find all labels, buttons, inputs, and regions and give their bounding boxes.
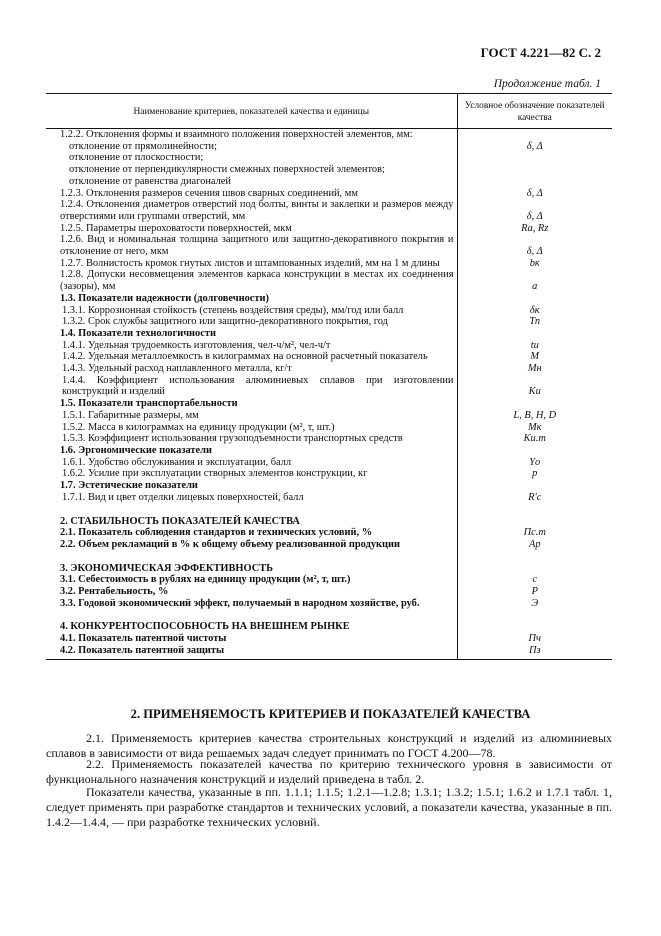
- indicator-symbol: δ, Δ: [457, 234, 612, 257]
- indicator-name: 1.5.2. Масса в килограммах на единицу продукции (м², т, шт.): [62, 421, 335, 433]
- indicator-name: 3.2. Рентабельность, %: [60, 586, 169, 598]
- indicator-symbol: [457, 328, 612, 340]
- indicator-symbol: R'с: [457, 492, 612, 504]
- indicator-symbol: [457, 551, 612, 575]
- section-title: 2. ПРИМЕНЯЕМОСТЬ КРИТЕРИЕВ И ПОКАЗАТЕЛЕЙ КАЧЕСТВА: [130, 707, 531, 721]
- table-row: [46, 328, 612, 340]
- table-row: [46, 340, 612, 352]
- table-row: [46, 363, 612, 375]
- table-row: [46, 269, 612, 292]
- table-row: [46, 504, 612, 528]
- indicator-name: 3.3. Годовой экономический эффект, получаемый в народном хозяйстве, руб.: [60, 597, 420, 609]
- table-row: [46, 316, 612, 328]
- table-continuation-label: Продолжение табл. 1: [493, 78, 601, 90]
- indicator-symbol: Mн: [457, 363, 612, 375]
- indicator-symbol: [457, 293, 612, 305]
- indicator-name: отклонение от перпендикулярности смежных поверхностей элементов;: [69, 164, 385, 176]
- table-row: [46, 586, 612, 598]
- indicator-name: 1.7. Эстетические показатели: [60, 480, 198, 492]
- indicator-name: 1.5.3. Коэффициент использования грузоподъемности транспортных средств: [62, 433, 403, 445]
- indicator-symbol: Пс.т: [457, 527, 612, 539]
- indicator-name: 4.1. Показатель патентной чистоты: [60, 633, 227, 645]
- indicator-name: 1.3.2. Срок службы защитного или защитно-декоративного покрытия, год: [62, 316, 388, 328]
- indicator-symbol: [457, 609, 612, 633]
- indicator-symbol: [457, 445, 612, 457]
- indicator-symbol: Kи: [457, 375, 612, 398]
- table-row: [46, 234, 612, 257]
- indicator-name: 1.2.5. Параметры шероховатости поверхностей, мкм: [60, 222, 292, 234]
- indicator-name: 4.2. Показатель патентной защиты: [46, 645, 457, 659]
- indicator-name: отклонение от прямолинейности;: [69, 140, 217, 152]
- paragraph-2-1: 2.1. Применяемость критериев качества строительных конструкций и изделий из алюминиевых сплавов в зависимости от вида решаемых задач следует принимать по ГОСТ 4.200—78.: [46, 731, 612, 760]
- table-row: [46, 188, 612, 200]
- indicator-name: 1.4.3. Удельный расход наплавленного металла, кг/т: [62, 363, 292, 375]
- indicator-symbol: δ, Δ: [457, 188, 612, 200]
- table-row: [46, 410, 612, 422]
- indicator-name: 1.3. Показатели надежности (долговечности): [60, 292, 269, 304]
- indicator-name: 1.2.3. Отклонения размеров сечения швов сварных соединений, мм: [60, 187, 358, 199]
- indicator-name: 1.3.1. Коррозионная стойкость (степень воздействия среды), мм/год или балл: [62, 304, 404, 316]
- indicator-symbol: tи: [457, 340, 612, 352]
- table-row: [46, 375, 612, 398]
- table-row: [46, 633, 612, 645]
- indicator-symbol: M: [457, 351, 612, 363]
- indicator-name: 1.2.8. Допуски несовмещения элементов каркаса конструкции в местах их соединения (зазоры), мм: [60, 269, 454, 293]
- table-row: [46, 645, 612, 659]
- indicator-symbol: [457, 504, 612, 528]
- indicator-symbol: [457, 164, 612, 176]
- table-row: [46, 305, 612, 317]
- table-row: [46, 457, 612, 469]
- column-header-name: Наименование критериев, показателей качества и единицы: [46, 94, 457, 129]
- indicator-symbol: [457, 480, 612, 492]
- indicator-symbol: Ар: [457, 539, 612, 551]
- indicator-name: 1.7.1. Вид и цвет отделки лицевых поверхностей, балл: [62, 491, 304, 503]
- table-row: [46, 199, 612, 222]
- indicator-name: 4. КОНКУРЕНТОСПОСОБНОСТЬ НА ВНЕШНЕМ РЫНКЕ: [60, 621, 350, 633]
- indicator-symbol: a: [457, 269, 612, 292]
- indicator-symbol: [457, 129, 612, 141]
- indicator-name: 1.6.2. Усилие при эксплуатации створных элементов конструкции, кг: [62, 468, 368, 480]
- indicator-symbol: Э: [457, 598, 612, 610]
- indicator-symbol: bк: [457, 258, 612, 270]
- table-row: [46, 223, 612, 235]
- table-row: [46, 433, 612, 445]
- indicator-symbol: [457, 152, 612, 164]
- paragraph-note: Показатели качества, указанные в пп. 1.1.1; 1.1.5; 1.2.1—1.2.8; 1.3.1; 1.3.2; 1.5.1; 1.6.2 и 1.7.1 табл. 1, следует применять при разработке стандартов и технических условий, а показатели качества, указанные в пп. 1.4.2—1.4.4, — при разработке технических условий.: [46, 785, 612, 829]
- indicator-name: 1.6.1. Удобство обслуживания и эксплуатации, балл: [62, 456, 292, 468]
- indicator-name: отклонение от равенства диагоналей: [69, 175, 231, 187]
- indicator-symbol: δ, Δ: [457, 141, 612, 153]
- indicator-name: 1.4.4. Коэффициент использования алюминиевых сплавов при изготовлении конструкций и изделий: [62, 374, 454, 398]
- table-row: [46, 164, 612, 176]
- indicator-symbol: Kи.т: [457, 433, 612, 445]
- indicator-name: 1.6. Эргономические показатели: [60, 444, 212, 456]
- indicator-name: 1.2.6. Вид и номинальная толщина защитного или защитно-декоративного покрытия и отклонение от него, мкм: [60, 234, 454, 258]
- table-row: [46, 598, 612, 610]
- indicator-name: 2.2. Объем рекламаций в % к общему объему реализованной продукции: [60, 538, 400, 550]
- indicator-name: 3.1. Себестоимость в рублях на единицу продукции (м², т, шт.): [60, 574, 351, 586]
- indicator-symbol: Yо: [457, 457, 612, 469]
- indicator-name: 1.4.2. Удельная металлоемкость в килограммах на основной расчетный показатель: [62, 351, 428, 363]
- indicator-symbol: Пч: [457, 633, 612, 645]
- table-row: [46, 480, 612, 492]
- quality-indicators-table: [46, 93, 612, 660]
- indicator-symbol: Ra, Rz: [457, 223, 612, 235]
- indicator-symbol: p: [457, 468, 612, 480]
- indicator-symbol: Пз: [457, 645, 612, 659]
- table-row: [46, 527, 612, 539]
- indicator-name: отклонение от плоскостности;: [69, 152, 204, 164]
- table-row: [46, 609, 612, 633]
- table-row: [46, 141, 612, 153]
- indicator-symbol: P: [457, 586, 612, 598]
- indicator-name: 1.2.4. Отклонения диаметров отверстий под болты, винты и заклепки и размеров между отверстиями или группами отверстий, мм: [60, 199, 454, 222]
- table-row: [46, 492, 612, 504]
- table-row: [46, 129, 612, 141]
- table-row: [46, 152, 612, 164]
- table-row: [46, 422, 612, 434]
- indicator-symbol: [457, 398, 612, 410]
- indicator-name: 1.4.1. Удельная трудоемкость изготовления, чел-ч/м², чел-ч/т: [62, 339, 331, 351]
- indicator-symbol: Тп: [457, 316, 612, 328]
- indicator-symbol: δ, Δ: [457, 199, 612, 222]
- indicator-name: 1.5. Показатели транспортабельности: [60, 398, 238, 410]
- document-header: ГОСТ 4.221—82 С. 2: [480, 45, 601, 60]
- table-row: [46, 468, 612, 480]
- table-row: [46, 293, 612, 305]
- indicator-symbol: c: [457, 574, 612, 586]
- indicator-symbol: Mк: [457, 422, 612, 434]
- indicator-name: 2.1. Показатель соблюдения стандартов и технических условий, %: [60, 527, 373, 539]
- indicator-name: 3. ЭКОНОМИЧЕСКАЯ ЭФФЕКТИВНОСТЬ: [60, 562, 273, 574]
- indicator-name: 1.2.2. Отклонения формы и взаимного положения поверхностей элементов, мм:: [60, 129, 413, 140]
- indicator-name: 1.4. Показатели технологичности: [60, 327, 216, 339]
- table-row: [46, 445, 612, 457]
- table-row: [46, 539, 612, 551]
- indicator-name: 2. СТАБИЛЬНОСТЬ ПОКАЗАТЕЛЕЙ КАЧЕСТВА: [60, 515, 300, 527]
- table-row: [46, 574, 612, 586]
- indicator-symbol: δк: [457, 305, 612, 317]
- column-header-symbol: Условное обозначение показателей качества: [457, 94, 612, 129]
- paragraph-2-2: 2.2. Применяемость показателей качества по критерию технического уровня в зависимости от функционального назначения конструкций и изделий приведена в табл. 2.: [46, 757, 612, 786]
- table-row: [46, 551, 612, 575]
- table-row: [46, 398, 612, 410]
- table-row: [46, 258, 612, 270]
- table-row: [46, 351, 612, 363]
- table-row: [46, 176, 612, 188]
- indicator-name: 1.2.7. Волнистость кромок гнутых листов и штампованных изделий, мм на 1 м длины: [60, 257, 440, 269]
- indicator-symbol: [457, 176, 612, 188]
- indicator-name: 1.5.1. Габаритные размеры, мм: [62, 409, 199, 421]
- indicator-symbol: L, B, H, D: [457, 410, 612, 422]
